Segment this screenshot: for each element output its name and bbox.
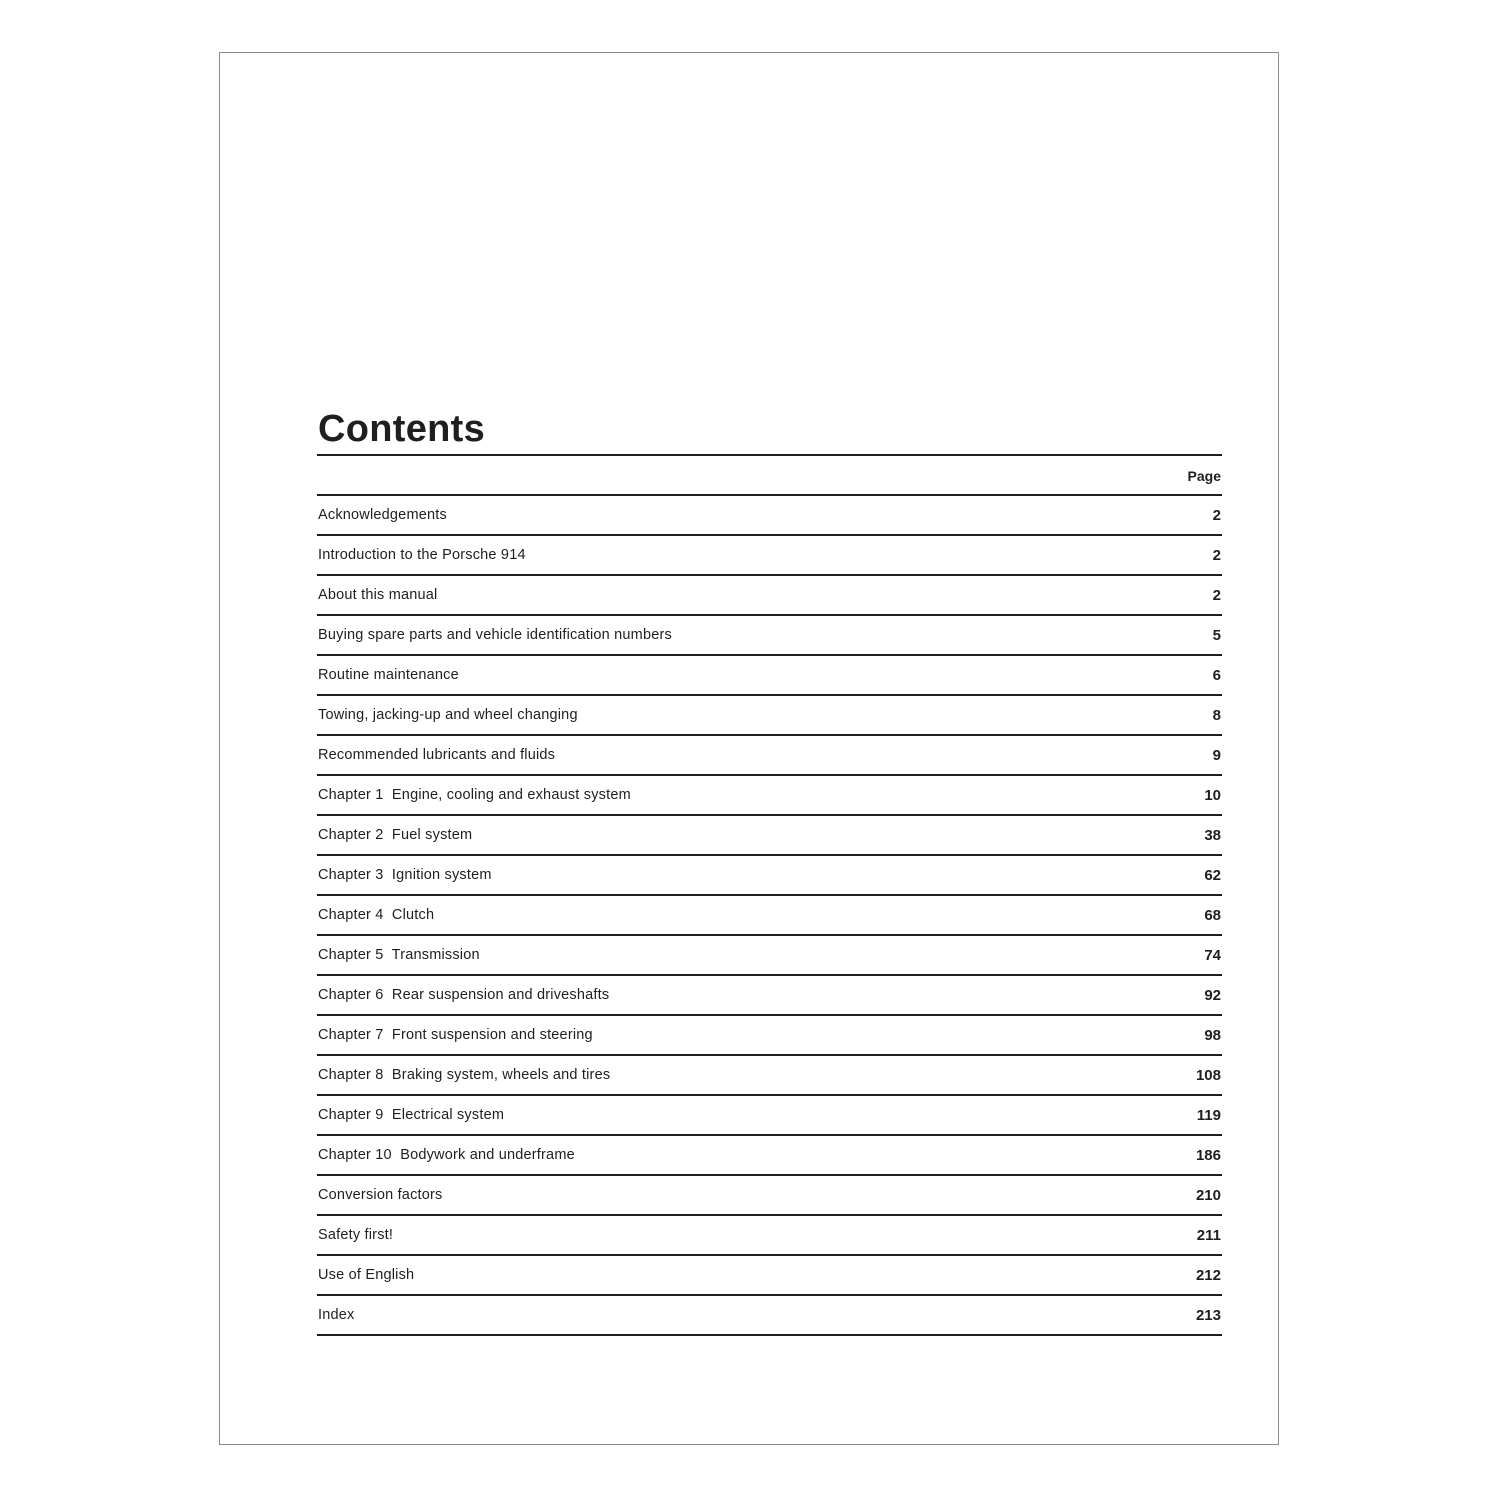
toc-entry-title: Acknowledgements bbox=[318, 507, 447, 523]
toc-entry-page-number: 38 bbox=[1204, 827, 1221, 844]
toc-entry[interactable] bbox=[317, 576, 1222, 616]
toc-entry-page-number: 212 bbox=[1195, 1267, 1221, 1284]
toc-entry-page-number: 211 bbox=[1196, 1227, 1221, 1244]
toc-entry-page-number: 186 bbox=[1195, 1147, 1221, 1164]
toc-entry[interactable] bbox=[317, 1216, 1222, 1256]
toc-entry-title: Buying spare parts and vehicle identification numbers bbox=[318, 627, 672, 643]
toc-entry-title: Recommended lubricants and fluids bbox=[318, 747, 556, 763]
toc-entry-page-number: 2 bbox=[1212, 587, 1221, 604]
toc-entry-title: Index bbox=[318, 1307, 355, 1323]
toc-entry-title: Chapter 9 Electrical system bbox=[318, 1107, 505, 1123]
toc-entry[interactable] bbox=[317, 856, 1222, 896]
toc-entry-title: Chapter 10 Bodywork and underframe bbox=[318, 1147, 575, 1163]
page-column-label: Page bbox=[1187, 468, 1221, 484]
toc-entry-page-number: 213 bbox=[1195, 1307, 1221, 1324]
toc-entry[interactable] bbox=[317, 1136, 1222, 1176]
toc-entry-title: Chapter 5 Transmission bbox=[318, 947, 480, 963]
toc-entry[interactable] bbox=[317, 736, 1222, 776]
toc-entry[interactable] bbox=[317, 696, 1222, 736]
toc-entry-title: Chapter 1 Engine, cooling and exhaust system bbox=[318, 787, 631, 803]
toc-entry[interactable] bbox=[317, 1176, 1222, 1216]
toc-entry-page-number: 10 bbox=[1204, 787, 1221, 804]
toc-entry[interactable] bbox=[317, 816, 1222, 856]
toc-entry[interactable] bbox=[317, 1056, 1222, 1096]
toc-entry[interactable] bbox=[317, 1096, 1222, 1136]
toc-entry[interactable] bbox=[317, 616, 1222, 656]
toc-entry-title: Chapter 7 Front suspension and steering bbox=[318, 1027, 593, 1043]
toc-entry-title: About this manual bbox=[318, 587, 438, 603]
toc-entry-page-number: 74 bbox=[1204, 947, 1221, 964]
toc-entries bbox=[317, 496, 1222, 1336]
toc-entry[interactable] bbox=[317, 976, 1222, 1016]
toc-entry[interactable] bbox=[317, 1256, 1222, 1296]
toc-entry-page-number: 2 bbox=[1212, 547, 1221, 564]
toc-entry[interactable] bbox=[317, 896, 1222, 936]
toc-entry-page-number: 98 bbox=[1204, 1027, 1221, 1044]
toc-entry-title: Chapter 6 Rear suspension and driveshafts bbox=[318, 987, 610, 1003]
toc-entry-title: Chapter 3 Ignition system bbox=[318, 867, 492, 883]
toc-entry[interactable] bbox=[317, 496, 1222, 536]
toc-entry-title: Safety first! bbox=[318, 1227, 394, 1243]
toc-entry-page-number: 5 bbox=[1212, 627, 1221, 644]
toc-entry-page-number: 92 bbox=[1204, 987, 1221, 1004]
toc-entry-title: Use of English bbox=[318, 1267, 415, 1283]
toc-entry-title: Chapter 2 Fuel system bbox=[318, 827, 473, 843]
toc-entry-page-number: 6 bbox=[1212, 667, 1221, 684]
toc-header bbox=[317, 456, 1222, 496]
toc-entry[interactable] bbox=[317, 1016, 1222, 1056]
toc-entry-page-number: 210 bbox=[1195, 1187, 1221, 1204]
table-of-contents bbox=[317, 456, 1222, 1336]
toc-entry-page-number: 8 bbox=[1212, 707, 1221, 724]
toc-entry[interactable] bbox=[317, 936, 1222, 976]
toc-entry[interactable] bbox=[317, 656, 1222, 696]
toc-entry-title: Routine maintenance bbox=[318, 667, 459, 683]
toc-entry-title: Chapter 4 Clutch bbox=[318, 907, 435, 923]
toc-entry-page-number: 119 bbox=[1196, 1107, 1221, 1124]
toc-entry-title: Introduction to the Porsche 914 bbox=[318, 547, 526, 563]
toc-entry-page-number: 108 bbox=[1195, 1067, 1221, 1084]
toc-entry-title: Towing, jacking-up and wheel changing bbox=[318, 707, 578, 723]
toc-entry-title: Conversion factors bbox=[318, 1187, 443, 1203]
toc-entry[interactable] bbox=[317, 1296, 1222, 1336]
toc-entry-page-number: 2 bbox=[1212, 507, 1221, 524]
toc-entry[interactable] bbox=[317, 536, 1222, 576]
toc-entry-page-number: 9 bbox=[1212, 747, 1221, 764]
toc-entry-page-number: 68 bbox=[1204, 907, 1221, 924]
page-title: Contents bbox=[318, 408, 486, 450]
toc-entry-page-number: 62 bbox=[1204, 867, 1221, 884]
toc-entry-title: Chapter 8 Braking system, wheels and tires bbox=[318, 1067, 611, 1083]
toc-entry[interactable] bbox=[317, 776, 1222, 816]
